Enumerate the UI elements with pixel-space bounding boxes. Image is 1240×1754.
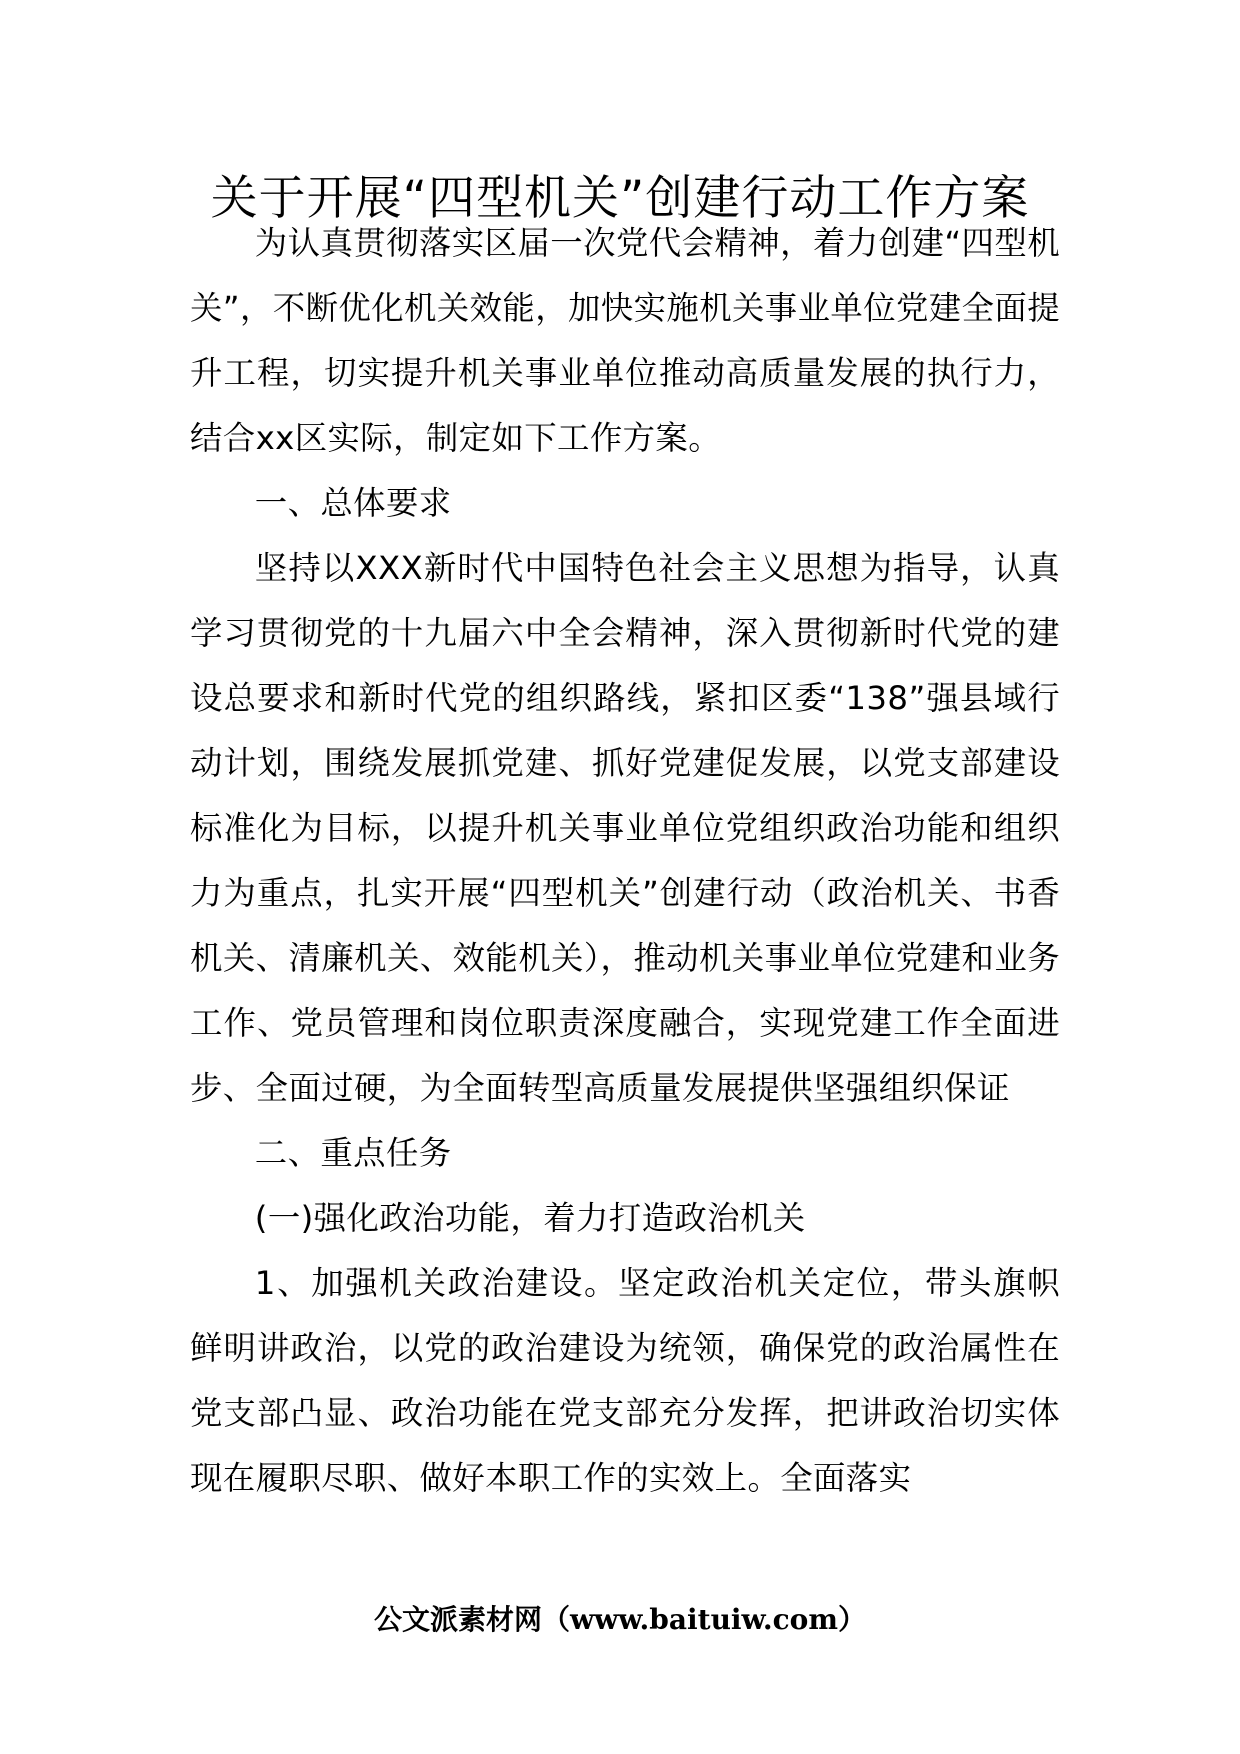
document-title: 关于开展“四型机关”创建行动工作方案: [210, 171, 1030, 226]
subsection-heading-political-function: (一)强化政治功能，着力打造政治机关: [254, 1199, 806, 1237]
section-heading-general-requirements: 一、总体要求: [254, 484, 452, 522]
footer-watermark: 公文派素材网（www.baituiw.com）: [374, 1603, 866, 1636]
document-body: [190, 211, 1060, 1511]
paragraph-general-requirements: 坚持以XXX新时代中国特色社会主义思想为指导，认真学习贯彻党的十九届六中全会精神，深入贯彻新时代党的建设总要求和新时代党的组织路线，紧扣区委“138”强县域行动计划，围绕发展抓党建、抓好党建促发展，以党支部建设标准化为目标，以提升机关事业单位党组织政治功能和组织力为重点，扎实开展“四型机关”创建行动（政治机关、书香机关、清廉机关、效能机关），推动机关事业单位党建和业务工作、党员管理和岗位职责深度融合，实现党建工作全面进步、全面过硬，为全面转型高质量发展提供坚强组织保证: [190, 549, 1060, 1107]
paragraph-political-building: 1、加强机关政治建设。坚定政治机关定位，带头旗帜鲜明讲政治，以党的政治建设为统领，确保党的政治属性在党支部凸显、政治功能在党支部充分发挥，把讲政治切实体现在履职尽职、做好本职工作的实效上。全面落实: [190, 1264, 1060, 1497]
section-heading-key-tasks: 二、重点任务: [254, 1134, 452, 1172]
paragraph-intro: 为认真贯彻落实区届一次党代会精神，着力创建“四型机关”，不断优化机关效能，加快实施机关事业单位党建全面提升工程，切实提升机关事业单位推动高质量发展的执行力，结合xx区实际，制定如下工作方案。: [190, 224, 1060, 457]
